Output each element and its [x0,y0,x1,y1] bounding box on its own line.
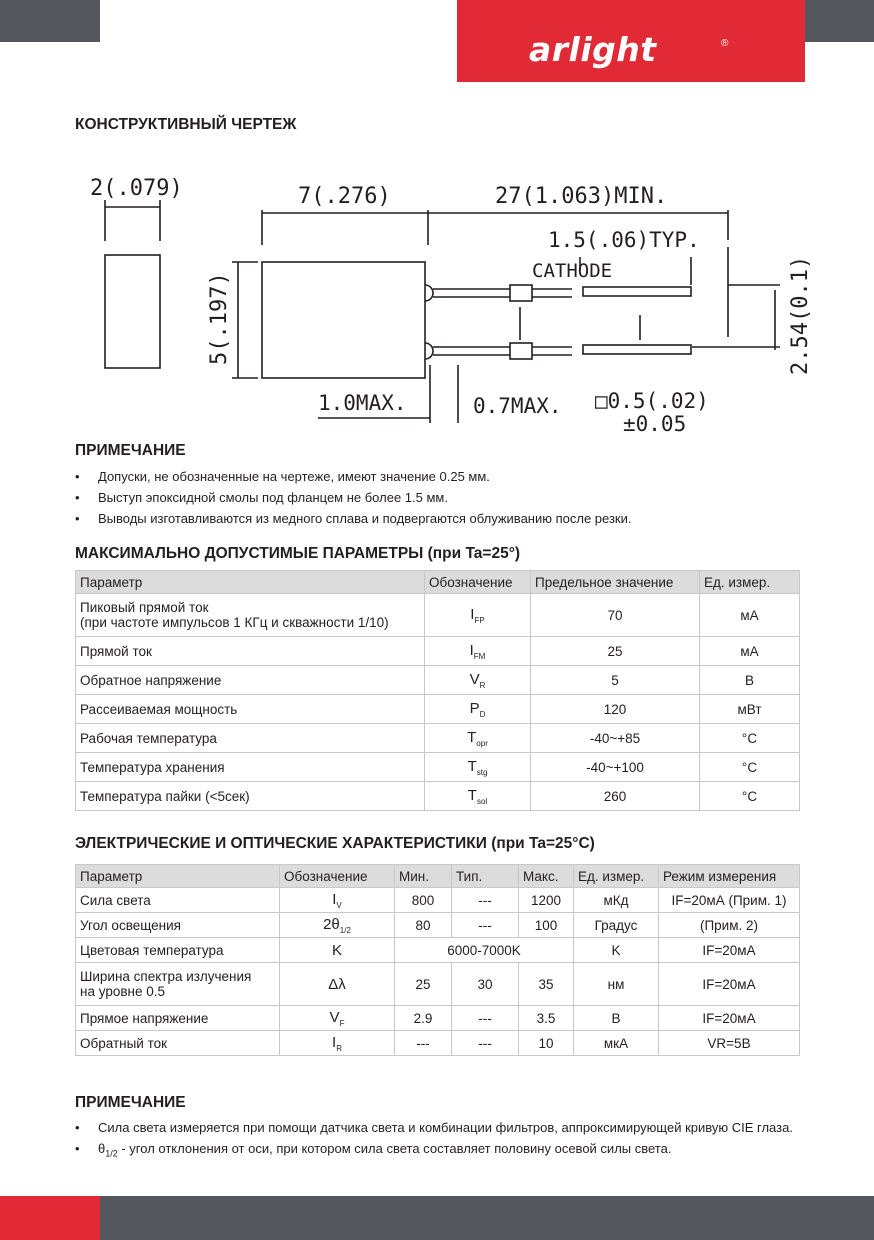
logo-text: arlight [529,30,657,69]
max-cell: 1200 [519,888,574,913]
mode-cell: (Прим. 2) [659,913,800,938]
param-cell: Цветовая температура [76,938,280,963]
param-cell: Ширина спектра излучения на уровне 0.5 [76,963,280,1006]
table-header-row [76,865,800,888]
min-cell: 800 [395,888,452,913]
value-cell: 120 [531,695,700,724]
note-item: • Сила света измеряется при помощи датчика света и комбинации фильтров, аппроксимирующей кривую CIE глаза. [75,1117,815,1138]
param-cell: Сила света [76,888,280,913]
section-title-note: ПРИМЕЧАНИЕ [75,1094,186,1111]
notes-list [75,466,815,529]
param-cell: Обратное напряжение [76,666,425,695]
column-header: Режим измерения [659,865,800,888]
mode-cell: IF=20мА [659,1006,800,1031]
unit-cell: В [574,1006,659,1031]
table-row [76,1031,800,1056]
column-header: Параметр [76,571,425,594]
symbol-cell: $I_{FP}$ [425,594,531,637]
side-view-body [105,255,160,368]
brand-logo [457,0,805,82]
section-title-note: ПРИМЕЧАНИЕ [75,442,186,459]
cathode-label: CATHODE [532,260,613,282]
footer-bar-left [0,1196,100,1240]
value-cell: -40~+85 [531,724,700,753]
param-cell: Прямой ток [76,637,425,666]
value-cell: 5 [531,666,700,695]
table-row [76,782,800,811]
column-header: Тип. [452,865,519,888]
table-row [76,753,800,782]
dim-tolerance-label: ±0.05 [623,412,687,436]
dim-typ-label: 1.5(.06)TYP. [548,228,700,252]
symbol-cell: $I_V$ [280,888,395,913]
technical-drawing [80,165,820,440]
table-row [76,888,800,913]
column-header: Мин. [395,865,452,888]
column-header: Предельное значение [531,571,700,594]
mode-cell: IF=20мА [659,963,800,1006]
unit-cell: мКд [574,888,659,913]
typ-cell: --- [452,888,519,913]
column-header: Ед. измер. [700,571,800,594]
unit-cell: °C [700,724,800,753]
section-title-drawing: КОНСТРУКТИВНЫЙ ЧЕРТЕЖ [75,116,297,133]
footer-bar-right [100,1196,874,1240]
min-cell: 80 [395,913,452,938]
value-cell: 260 [531,782,700,811]
param-cell: Рабочая температура [76,724,425,753]
symbol-cell: $V_F$ [280,1006,395,1031]
max-params-table [75,570,800,811]
unit-cell: K [574,938,659,963]
max-cell: 10 [519,1031,574,1056]
unit-cell: °C [700,782,800,811]
symbol-cell: $T_{opr}$ [425,724,531,753]
mode-cell: VR=5В [659,1031,800,1056]
header-bar-left [0,0,100,42]
dim-1max-label: 1.0MAX. [318,391,407,415]
led-body [262,262,425,378]
column-header: Макс. [519,865,574,888]
note-item: • Допуски, не обозначенные на чертеже, имеют значение 0.25 мм. [75,466,815,487]
symbol-cell: $T_{sol}$ [425,782,531,811]
table-row [76,637,800,666]
param-cell: Температура хранения [76,753,425,782]
mode-cell: IF=20мА [659,938,800,963]
note-item: • Выступ эпоксидной смолы под фланцем не более 1.5 мм. [75,487,815,508]
column-header: Параметр [76,865,280,888]
section-title-max-params: МАКСИМАЛЬНО ДОПУСТИМЫЕ ПАРАМЕТРЫ (при Ta=25°) [75,545,521,562]
notes-list [75,1117,815,1165]
dim-square-label: □0.5(.02) [595,389,709,413]
unit-cell: мВт [700,695,800,724]
max-cell: 35 [519,963,574,1006]
min-cell: --- [395,1031,452,1056]
unit-cell: Градус [574,913,659,938]
section-title-electrical: ЭЛЕКТРИЧЕСКИЕ И ОПТИЧЕСКИЕ ХАРАКТЕРИСТИКИ (при Ta=25°C) [75,835,595,852]
symbol-cell: $2\theta_{1/2}$ [280,913,395,938]
note-item: • Выводы изготавливаются из медного сплава и подвергаются облуживанию после резки. [75,508,815,529]
dim-lead-label: 27(1.063)MIN. [495,184,668,209]
param-cell: Обратный ток [76,1031,280,1056]
param-cell: Пиковый прямой ток (при частоте импульсов 1 КГц и скважности 1/10) [76,594,425,637]
unit-cell: В [700,666,800,695]
table-row [76,938,800,963]
min-cell: 2.9 [395,1006,452,1031]
min-cell: 25 [395,963,452,1006]
header-bar-right [805,0,874,42]
param-cell: Рассеиваемая мощность [76,695,425,724]
table-header-row [76,571,800,594]
unit-cell: °C [700,753,800,782]
table-row [76,594,800,637]
electrical-table [75,864,800,1056]
param-cell: Температура пайки (<5сек) [76,782,425,811]
column-header: Обозначение [425,571,531,594]
symbol-cell: $I_{FM}$ [425,637,531,666]
note-item: • $\theta_{1/2}$ - угол отклонения от оси, при котором сила света составляет половину осевой силы света. [75,1138,815,1165]
table-row [76,913,800,938]
table-row [76,1006,800,1031]
range-cell: 6000-7000K [395,938,574,963]
table-row [76,724,800,753]
dim-width-label: 2(.079) [90,176,183,201]
table-row [76,695,800,724]
unit-cell: мА [700,594,800,637]
table-row [76,666,800,695]
symbol-cell: Δλ [280,963,395,1006]
symbol-cell: K [280,938,395,963]
typ-cell: 30 [452,963,519,1006]
logo-registered-mark: ® [721,38,729,49]
dim-pitch-label: 2.54(0.1) [788,255,813,375]
dim-height-label: 5(.197) [207,272,232,365]
param-cell: Прямое напряжение [76,1006,280,1031]
max-cell: 3.5 [519,1006,574,1031]
mode-cell: IF=20мА (Прим. 1) [659,888,800,913]
value-cell: 70 [531,594,700,637]
symbol-cell: $I_R$ [280,1031,395,1056]
symbol-cell: $V_R$ [425,666,531,695]
symbol-cell: $P_D$ [425,695,531,724]
param-cell: Угол освещения [76,913,280,938]
typ-cell: --- [452,1006,519,1031]
value-cell: 25 [531,637,700,666]
typ-cell: --- [452,913,519,938]
dim-body-label: 7(.276) [298,184,391,209]
unit-cell: мА [700,637,800,666]
column-header: Ед. измер. [574,865,659,888]
table-row [76,963,800,1006]
value-cell: -40~+100 [531,753,700,782]
max-cell: 100 [519,913,574,938]
unit-cell: мкА [574,1031,659,1056]
column-header: Обозначение [280,865,395,888]
symbol-cell: $T_{stg}$ [425,753,531,782]
unit-cell: нм [574,963,659,1006]
dim-07max-label: 0.7MAX. [473,394,562,418]
typ-cell: --- [452,1031,519,1056]
